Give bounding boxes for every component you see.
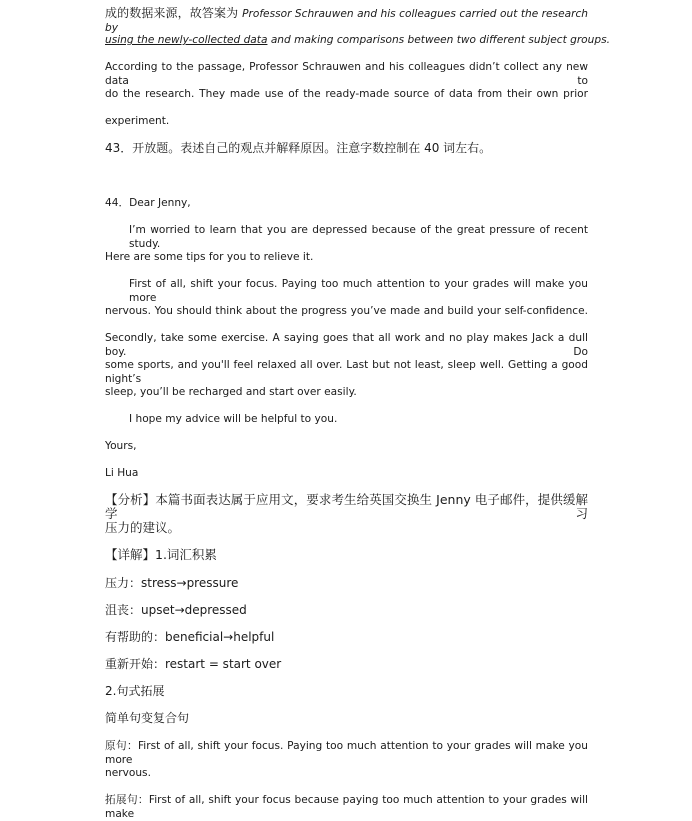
letter-signature: Li Hua xyxy=(105,467,139,479)
answer42-line1-cn: 成的数据来源，故答案为 xyxy=(105,6,243,20)
vocab-item: 沮丧：upset→depressed xyxy=(105,603,247,617)
section2-heading: 2.句式拓展 xyxy=(105,684,165,698)
vocab-item: 有帮助的：beneficial→helpful xyxy=(105,630,275,644)
answer42-line2 xyxy=(105,33,610,47)
answer42-underlined-phrase: using the newly-collected data xyxy=(105,34,268,46)
letter-p2-line2: nervous. You should think about the progress you’ve made and build your self-confidence. xyxy=(105,305,588,317)
letter-p3: I hope my advice will be helpful to you. xyxy=(129,413,338,425)
expanded-sentence-line1: 拓展句：First of all, shift your focus because paying too much attention to your grades will make xyxy=(105,794,588,820)
answer42-line4: do the research. They made use of the ready-made source of data from their own prior xyxy=(105,88,588,100)
answer42-line3: According to the passage, Professor Schrauwen and his colleagues didn’t collect any new data to xyxy=(105,61,588,87)
letter-p2-line4: some sports, and you'll feel relaxed all over. Last but not least, sleep well. Getting a good night’s xyxy=(105,359,588,385)
letter-p2-line3: Secondly, take some exercise. A saying goes that all work and no play makes Jack a dull boy. Do xyxy=(105,332,588,358)
vocab-item: 重新开始：restart = start over xyxy=(105,657,282,671)
letter-closing: Yours, xyxy=(105,440,137,452)
letter-greeting: 44．Dear Jenny, xyxy=(105,197,191,209)
analysis-line1: 【分析】本篇书面表达属于应用文，要求考生给英国交换生 Jenny 电子邮件，提供缓解学习 xyxy=(105,492,588,521)
detail-heading: 【详解】1.词汇积累 xyxy=(105,547,217,562)
analysis-line2: 压力的建议。 xyxy=(105,520,181,535)
letter-p2-line5: sleep, you’ll be recharged and start over easily. xyxy=(105,386,357,398)
original-sentence-line2: nervous. xyxy=(105,767,151,779)
vocab-item: 压力：stress→pressure xyxy=(105,576,239,590)
letter-p2-line1: First of all, shift your focus. Paying too much attention to your grades will make you more xyxy=(129,278,588,304)
answer42-line5: experiment. xyxy=(105,115,170,127)
letter-p1-line1: I’m worried to learn that you are depressed because of the great pressure of recent study. xyxy=(129,224,588,250)
answer42-line1 xyxy=(105,6,588,35)
original-sentence-line1: 原句：First of all, shift your focus. Paying too much attention to your grades will make you more xyxy=(105,740,588,766)
question43-text: 43．开放题。表述自己的观点并解释原因。注意字数控制在 40 词左右。 xyxy=(105,141,492,155)
letter-p1-line2: Here are some tips for you to relieve it. xyxy=(105,251,314,263)
section2-subheading: 简单句变复合句 xyxy=(105,711,190,725)
answer42-line2-rest: and making comparisons between two different subject groups. xyxy=(267,34,610,46)
answer42-line1-en: Professor Schrauwen and his colleagues carried out the research by xyxy=(105,8,588,34)
